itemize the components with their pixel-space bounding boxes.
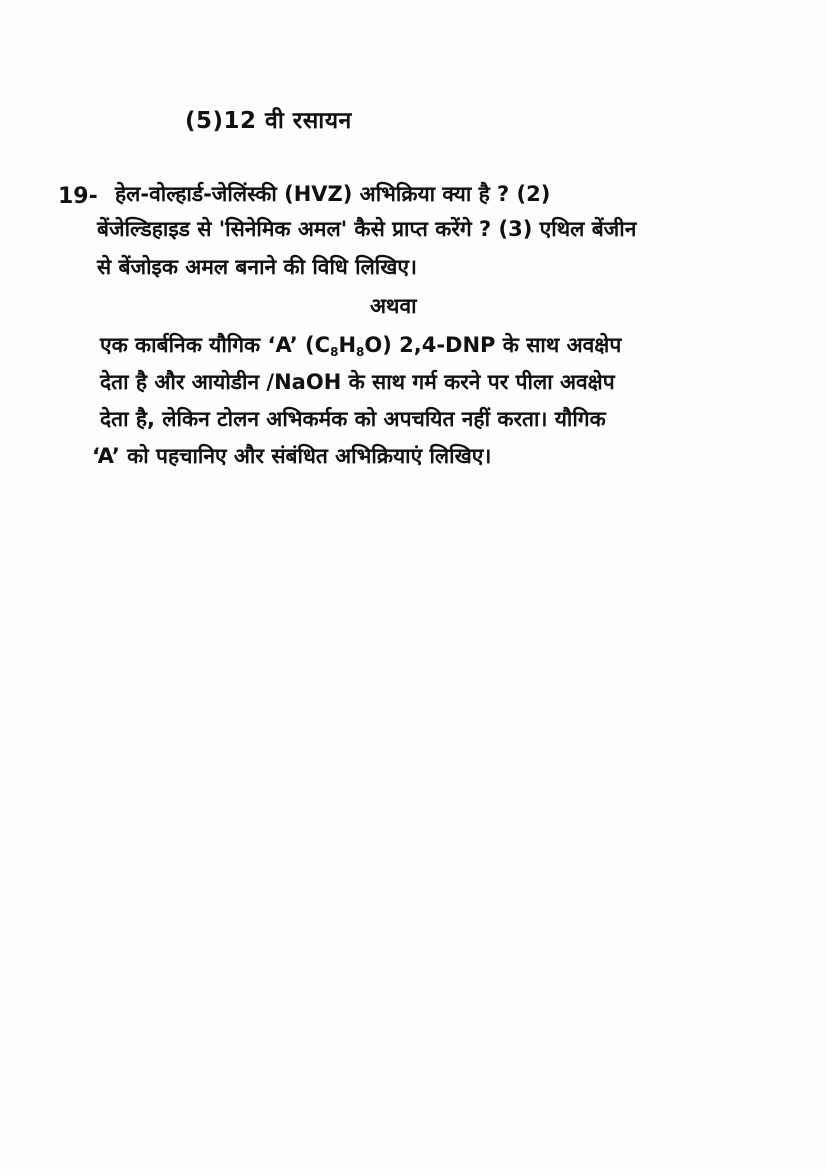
question-line-1: हेल-वोल्हार्ड-जेलिंस्की (HVZ) अभिक्रिया क्या है ? (2) [115,182,551,206]
alternate-question-line-1 [100,333,621,359]
alternate-question-line-4: ‘A’ को पहचानिए और संबंधित अभिक्रियाएं लिखिए। [92,444,492,468]
alt-line-1-prefix: एक कार्बनिक यौगिक ‘A’ (C [100,333,331,357]
question-number: 19- [58,184,98,209]
hydrogen-symbol: H [338,333,357,357]
alternate-question-line-3: देता है, लेकिन टोलन अभिकर्मक को अपचयित नहीं करता। यौगिक [100,407,606,431]
alt-line-1-suffix: O) 2,4-DNP के साथ अवक्षेप [364,333,622,357]
or-separator: अथवा [370,294,417,318]
alternate-question-line-2: देता है और आयोडीन /NaOH के साथ गर्म करने पर पीला अवक्षेप [100,370,615,394]
question-line-2: बेंजेल्डिहाइड से 'सिनेमिक अमल' कैसे प्राप्त करेंगे ? (3) एथिल बेंजीन [97,217,637,241]
question-line-3: से बेंजोइक अमल बनाने की विधि लिखिए। [97,255,417,279]
carbon-subscript: 8 [330,345,339,359]
hydrogen-subscript: 8 [356,345,365,359]
page-header: (5)12 वी रसायन [185,108,352,134]
